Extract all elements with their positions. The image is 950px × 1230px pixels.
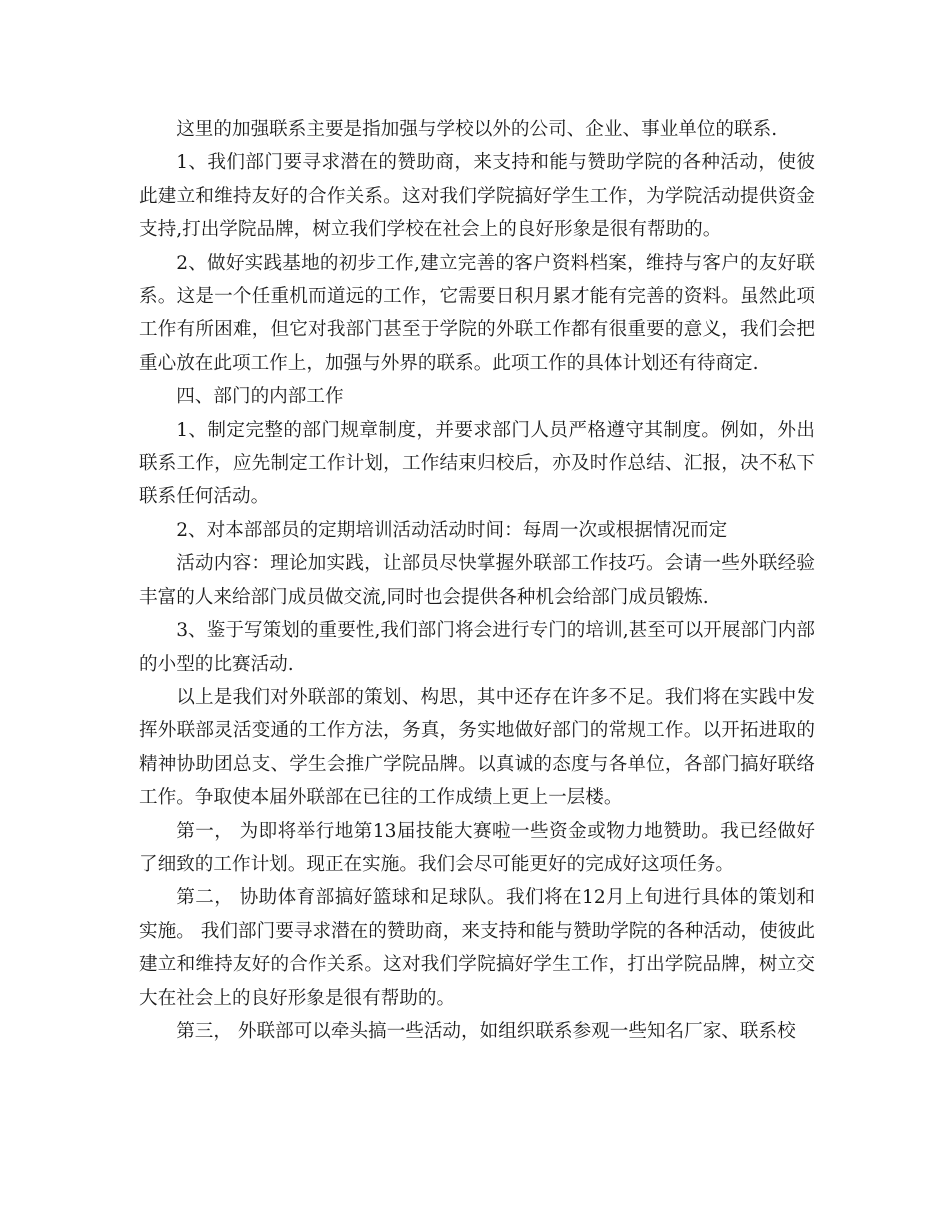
document-body [139,113,815,1048]
paragraph-planning-training: 3、鉴于写策划的重要性,我们部门将会进行专门的培训,甚至可以开展部门内部的小型的比赛活动. [139,620,815,675]
paragraph-summary: 以上是我们对外联部的策划、构思，其中还存在许多不足。我们将在实践中发挥外联部灵活变通的工作方法，务真，务实地做好部门的常规工作。以开拓进取的精神协助团总支、学生会推广学院品牌。以真诚的态度与各单位，各部门搞好联络工作。争取使本届外联部在已往的工作成绩上更上一层楼。 [139,686,815,809]
paragraph-first: 第一， 为即将举行地第13届技能大赛啦一些资金或物力地赞助。我已经做好了细致的工作计划。现正在实施。我们会尽可能更好的完成好这项任务。 [139,820,815,875]
section-heading-internal-work: 四、部门的内部工作 [176,386,344,408]
paragraph-sponsors: 1、我们部门要寻求潜在的赞助商，来支持和能与赞助学院的各种活动，使彼此建立和维持友好的合作关系。这对我们学院搞好学生工作，为学院活动提供资金支持,打出学院品牌，树立我们学校在社会上的良好形象是很有帮助的。 [139,152,815,241]
paragraph-rules: 1、制定完整的部门规章制度，并要求部门人员严格遵守其制度。例如，外出联系工作，应先制定工作计划，工作结束归校后，亦及时作总结、汇报，决不私下联系任何活动。 [139,419,815,508]
paragraph-training-schedule: 2、对本部部员的定期培训活动活动时间：每周一次或根据情况而定 [176,519,728,541]
paragraph-second: 第二， 协助体育部搞好篮球和足球队。我们将在12月上旬进行具体的策划和实施。 我们部门要寻求潜在的赞助商，来支持和能与赞助学院的各种活动，使彼此建立和维持友好的合作关系。这对我们学院搞好学生工作，打出学院品牌，树立交大在社会上的良好形象是很有帮助的。 [139,887,815,1009]
paragraph-intro: 这里的加强联系主要是指加强与学校以外的公司、企业、事业单位的联系. [176,119,778,140]
paragraph-third: 第三， 外联部可以牵头搞一些活动，如组织联系参观一些知名厂家、联系校 [176,1020,796,1042]
paragraph-training-content: 活动内容：理论加实践，让部员尽快掌握外联部工作技巧。会请一些外联经验丰富的人来给部门成员做交流,同时也会提供各种机会给部门成员锻炼. [139,553,815,608]
paragraph-practice-base: 2、做好实践基地的初步工作,建立完善的客户资料档案，维持与客户的友好联系。这是一个任重机而道远的工作，它需要日积月累才能有完善的资料。虽然此项工作有所困难，但它对我部门甚至于学院的外联工作都有很重要的意义，我们会把重心放在此项工作上，加强与外界的联系。此项工作的具体计划还有待商定. [139,252,815,374]
